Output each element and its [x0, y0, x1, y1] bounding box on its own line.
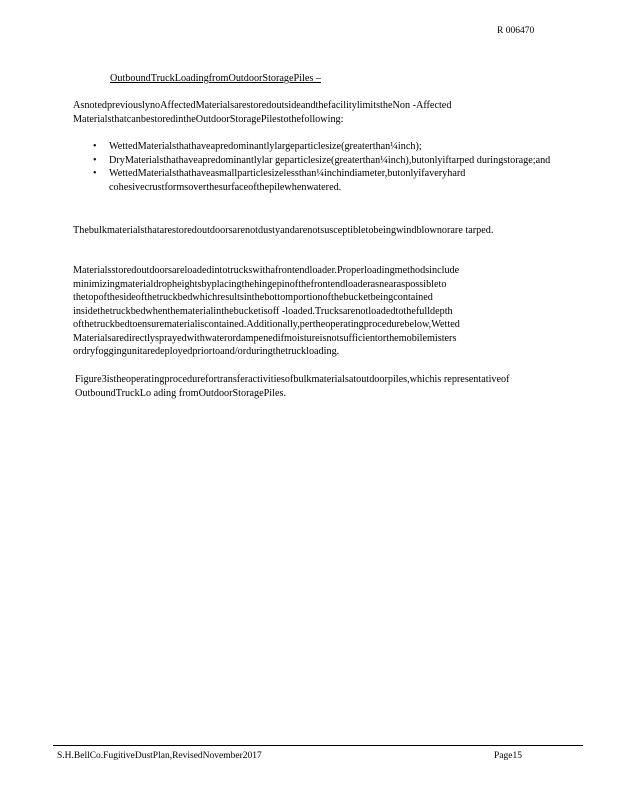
list-item	[93, 140, 553, 154]
section-heading: OutboundTruckLoadingfromOutdoorStoragePiles –	[110, 73, 321, 84]
document-id: R 006470	[497, 26, 535, 36]
footer-divider	[53, 745, 583, 746]
material-bullet-list	[93, 140, 553, 194]
bullet-icon: •	[93, 168, 97, 179]
bullet-icon: •	[93, 141, 97, 152]
list-item	[93, 154, 553, 168]
list-item	[93, 167, 553, 194]
outdoor-materials-paragraph: Thebulkmaterialsthatarestoredoutdoorsarenotdustyandarenotsusceptibletobeingwindblownorare tarped.	[73, 225, 494, 236]
figure-reference-paragraph: Figure3istheoperatingprocedurefortransferactivitiesofbulkmaterialsatoutdoorpiles,whichis representativeof OutboundTruckLo ading fromOutdoorStoragePiles.	[75, 374, 510, 399]
intro-paragraph: AsnotedpreviouslynoAffectedMaterialsarestoredoutsideandthefacilitylimitstheNon -Affected MaterialsthatcanbestoredintheOutdoorStoragePilestothefollowing:	[73, 100, 452, 125]
loading-methods-paragraph: Materialsstoredoutdoorsareloadedintotruckswithafrontendloader.Properloadingmethodsinclude minimizingmaterialdropheightsbyplacingthehingepinofthefrontendloaderasnearaspossibleto thetopofthesideofthetruckbedwhichresultsinthebottomportionofthebucketbeingcontained insidethetruckbedwhenthematerialinthebucketisoff -loaded.Trucksarenotloadedtothefulldepth ofthetruckbedtoensurematerialiscontained.Additionally,pertheoperatingprocedurebelow,Wetted Materialsaredirectlysprayedwithwaterordampenedifmoistureisnotsufficientorthemobilemisters ordryfoggingunitaredeployedpriortoand/orduringthetruckloading.	[73, 265, 460, 357]
bullet-icon: •	[93, 154, 97, 166]
bullet-text: WettedMaterialsthathaveasmallparticlesizelessthan¼inchindiameter,butonlyifaveryhard cohesivecrustformsoverthesurfaceofthepilewhenwatered.	[109, 168, 466, 193]
footer-document-title: S.H.BellCo.FugitiveDustPlan,RevisedNovember2017	[57, 751, 262, 761]
page-number: Page15	[494, 751, 522, 761]
bullet-text: DryMaterialsthathaveapredominantlylar geparticlesize(greaterthan¼inch),butonlyiftarped duringstorage;and	[109, 154, 551, 166]
bullet-text: WettedMaterialsthathaveapredominantlylargeparticlesize(greaterthan¼inch);	[109, 141, 422, 152]
